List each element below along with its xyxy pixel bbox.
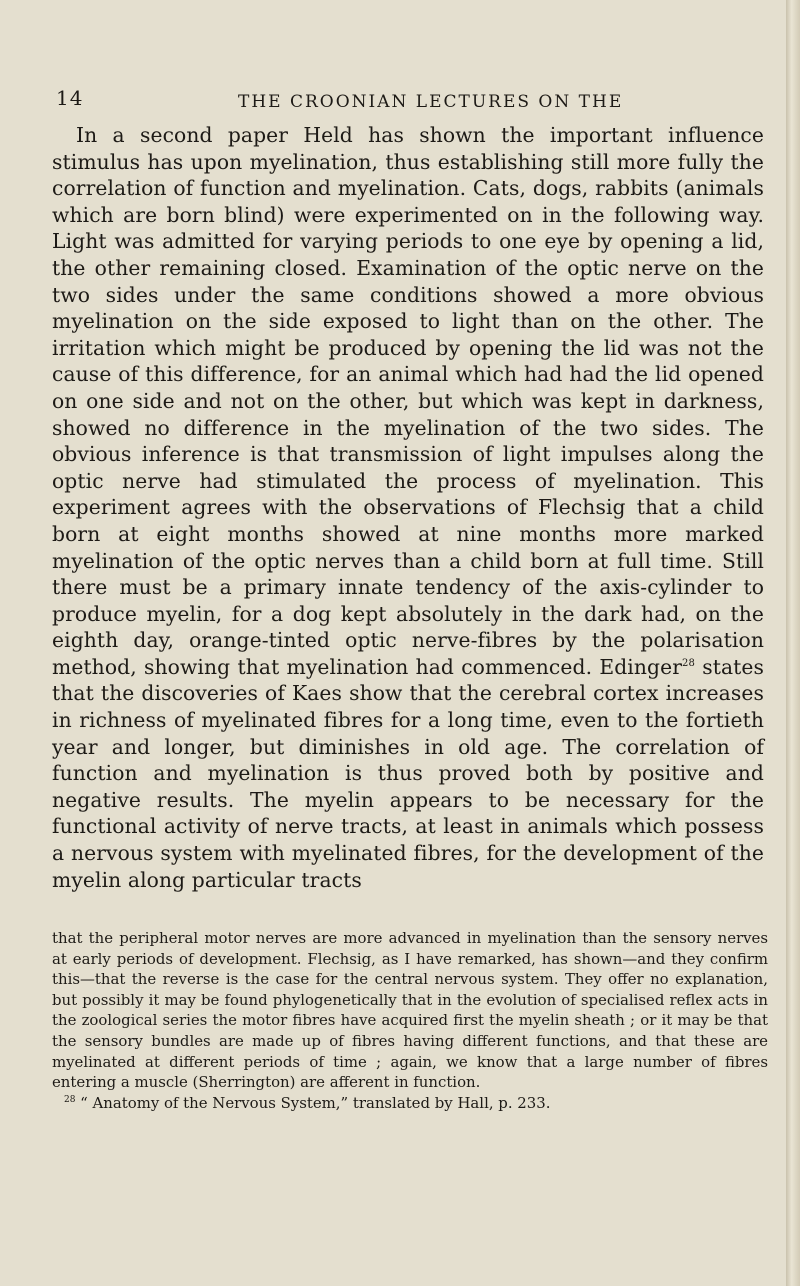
body-text-part1: In a second paper Held has shown the important influence stimulus has upon myelination, thus establishing still more fully the correlation of function and myelination. Cats, dogs, rabbits (animals which are born blind) were experimented on in the following way. Light was admitted for varying periods to one eye by opening a lid, the other remaining closed. Examination of the optic nerve on the two sides under the same conditions showed a more obvious myelination on the side exposed to light than on the other. The irritation which might be produced by opening the lid was not the cause of this difference, for an animal which had had the lid opened on one side and not on the other, but which was kept in darkness, showed no difference in the myelination of the two sides. The obvious inference is that transmission of light impulses along the optic nerve had stimulated the process of myelination. This experiment agrees with the observations of Flechsig that a child born at eight months showed at nine months more marked myelination of the optic nerves than a child born at full time. Still there must be a primary innate tendency of the axis-cylinder to produce myelin, for a dog kept absolutely in the dark had, on the eighth day, orange-tinted optic nerve-fibres by the polarisation method, showing that myelination had commenced. Edinger: [52, 123, 764, 679]
body-text-part2: states that the discoveries of Kaes show that the cerebral cortex increases in richness of myelinated fibres for a long time, even to the fortieth year and longer, but diminishes in old age. The correlation of function and myelination is thus proved both by positive and negative results. The myelin appears to be necessary for the functional activity of nerve tracts, at least in animals which possess a nervous system with myelinated fibres, for the development of the myelin along particular tracts: [52, 654, 765, 892]
page-edge: [786, 0, 800, 1286]
running-head: THE CROONIAN LECTURES ON THE: [238, 92, 624, 112]
page-number: 14: [56, 86, 84, 110]
footnotes: [52, 928, 768, 1113]
footnote-28: [52, 1093, 768, 1114]
body-paragraph: [52, 122, 764, 893]
footnote-reference: 28: [682, 658, 695, 670]
footnote-text: “ Anatomy of the Nervous System,” translated by Hall, p. 233.: [75, 1093, 551, 1112]
footnote-continued: that the peripheral motor nerves are more advanced in myelination than the sensory nerves at early periods of development. Flechsig, as I have remarked, has shown—and they confirm this—that the reverse is the case for the central nervous system. They offer no explanation, but possibly it may be found phylogenetically that in the evolution of specialised reflex acts in the zoological series the motor fibres have acquired first the myelin sheath ; or it may be that the sensory bundles are made up of fibres having different functions, and that these are myelinated at different periods of time ; again, we know that a large number of fibres entering a muscle (Sherrington) are afferent in function.: [52, 929, 768, 1092]
footnote-number: 28: [64, 1094, 76, 1105]
